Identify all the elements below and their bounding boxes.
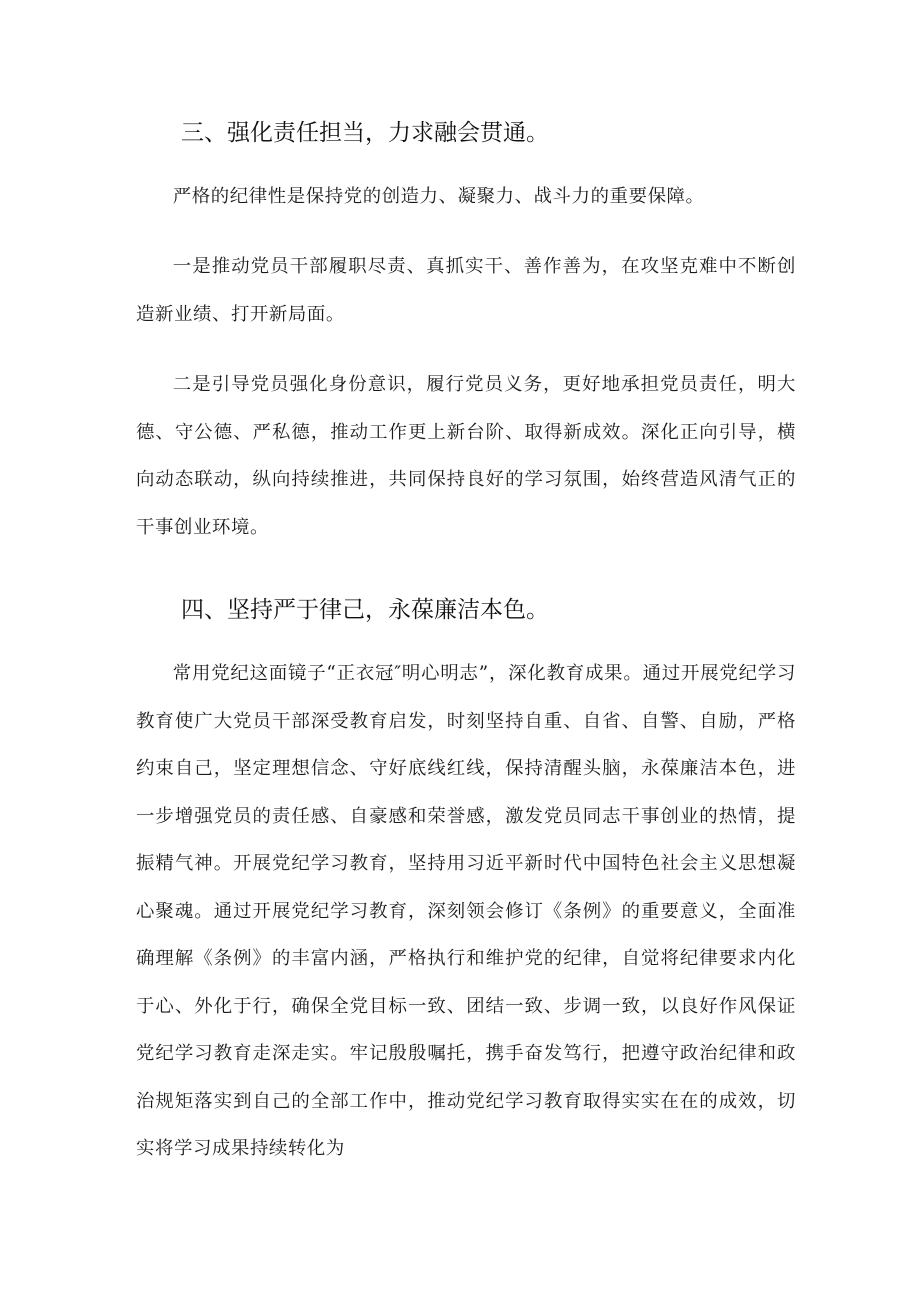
section-4-heading: 四、坚持严于律己，永葆廉洁本色。	[181, 597, 549, 623]
section-3-paragraph-2: 一是推动党员干部履职尽责、真抓实干、善作善为，在攻坚克难中不断创造新业绩、打开新局面。	[136, 256, 796, 325]
section-3-heading: 三、强化责任担当，力求融会贯通。	[181, 120, 549, 146]
section-3-paragraph-1: 严格的纪律性是保持党的创造力、凝聚力、战斗力的重要保障。	[172, 186, 705, 207]
section-3-paragraph-3: 二是引导党员强化身份意识，履行党员义务，更好地承担党员责任，明大德、守公德、严私德，推动工作更上新台阶、取得新成效。深化正向引导，横向动态联动，纵向持续推进，共同保持良好的学习氛围，始终营造风清气正的干事创业环境。	[136, 374, 796, 538]
section-4-paragraph-1: 常用党纪这面镜子“正衣冠″明心明志”，深化教育成果。通过开展党纪学习教育使广大党员干部深受教育启发，时刻坚持自重、自省、自警、自励，严格约束自己，坚定理想信念、守好底线红线，保持清醒头脑，永葆廉洁本色，进一步增强党员的责任感、自豪感和荣誉感，激发党员同志干事创业的热情，提振精气神。开展党纪学习教育，坚持用习近平新时代中国特色社会主义思想凝心聚魂。通过开展党纪学习教育，深刻领会修订《条例》的重要意义，全面准确理解《条例》的丰富内涵，严格执行和维护党的纪律，自觉将纪律要求内化于心、外化于行，确保全党目标一致、团结一致、步调一致，以良好作风保证党纪学习教育走深走实。牢记殷殷嘱托，携手奋发笃行，把遵守政治纪律和政治规矩落实到自己的全部工作中，推动党纪学习教育取得实实在在的成效，切实将学习成果持续转化为	[136, 663, 796, 1159]
